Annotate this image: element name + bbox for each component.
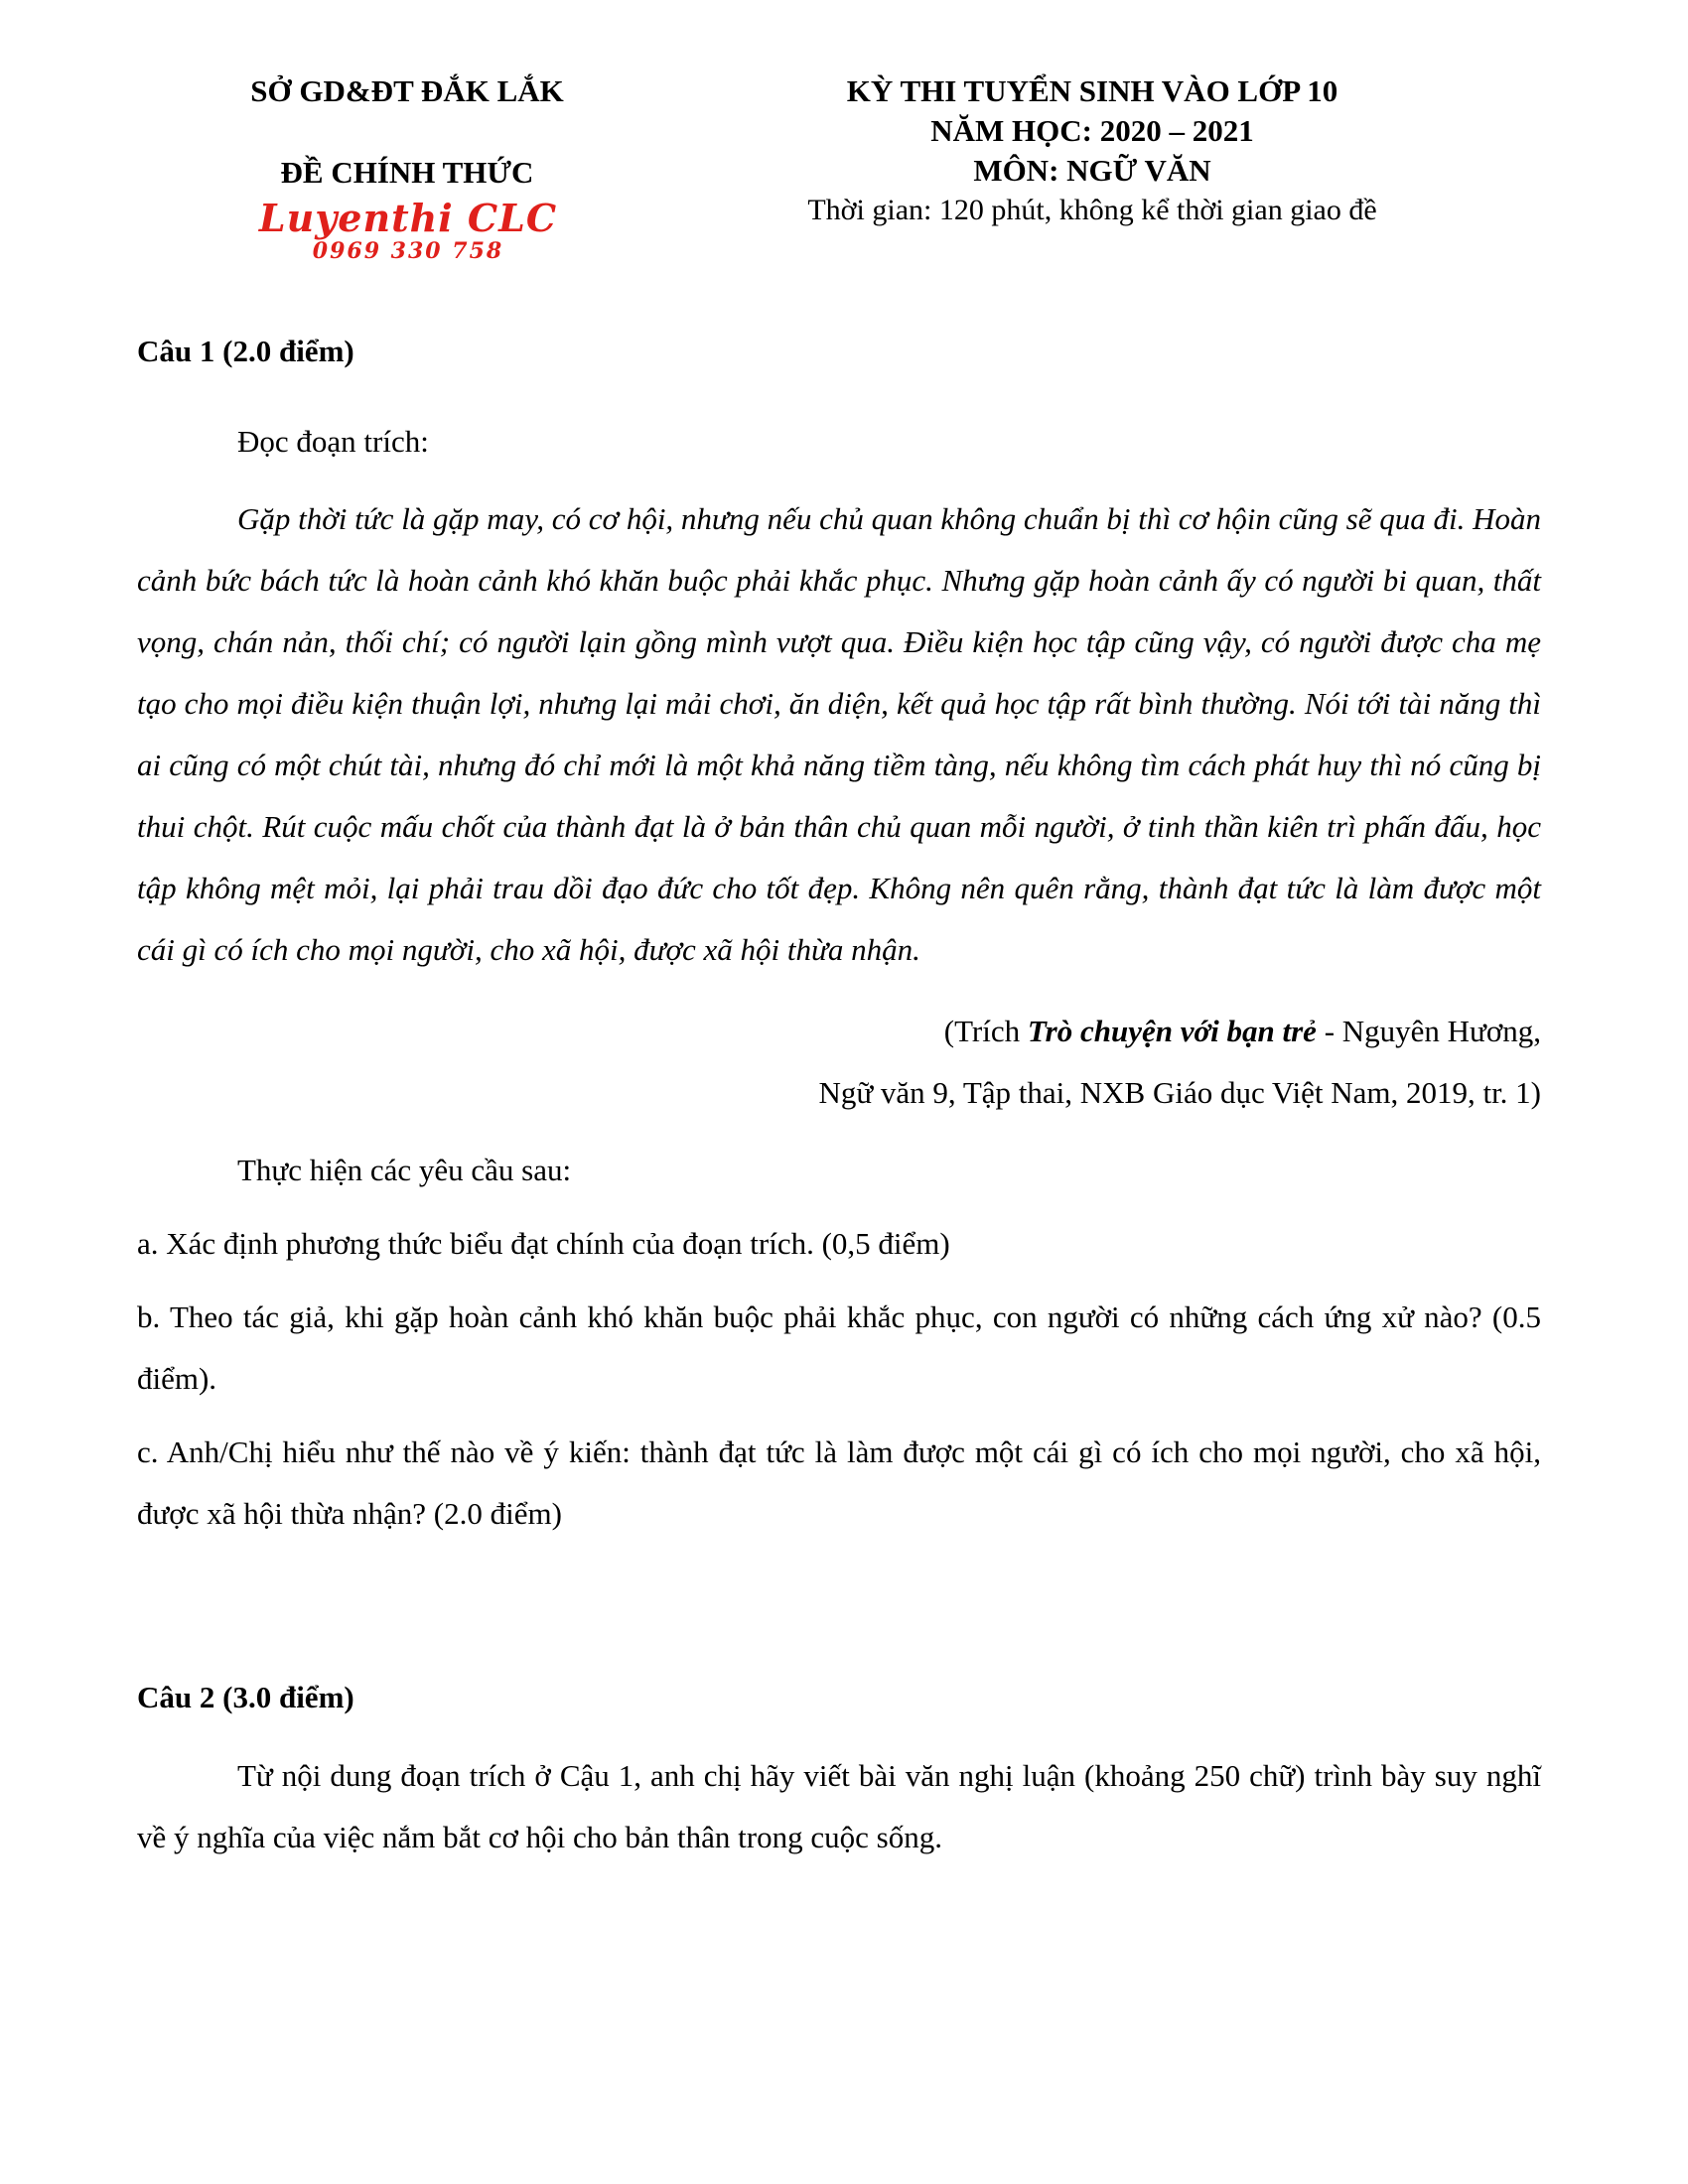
question-1-title: Câu 1 (2.0 điểm) (137, 334, 354, 368)
source-book-title: Trò chuyện với bạn trẻ (1027, 1014, 1317, 1048)
watermark-logo (254, 196, 562, 270)
logo-phone: 0969 330 758 (312, 238, 504, 264)
header-right (725, 71, 1460, 230)
excerpt-source (137, 1001, 1541, 1062)
department-name: SỞ GD&ĐT ĐẮK LẮK (250, 73, 564, 108)
question-1a: a. Xác định phương thức biểu đạt chính của đoạn trích. (0,5 điểm) (137, 1226, 950, 1261)
source-author: - Nguyên Hương, (1316, 1014, 1541, 1048)
header-left (169, 71, 645, 193)
excerpt-passage: Gặp thời tức là gặp may, có cơ hội, nhưng nếu chủ quan không chuẩn bị thì cơ hộin cũng sẽ qua đi. Hoàn cảnh bức bách tức là hoàn cảnh khó khăn buộc phải khắc phục. Nhưng gặp hoàn cảnh ấy có người bi quan, thất vọng, chán nản, thối chí; có người lạin gồng mình vượt qua. Điều kiện học tập cũng vậy, có người được cha mẹ tạo cho mọi điều kiện thuận lợi, nhưng lại mải chơi, ăn diện, kết quả học tập rất bình thường. Nói tới tài năng thì ai cũng có một chút tài, nhưng đó chỉ mới là một khả năng tiềm tàng, nếu không tìm cách phát huy thì nó cũng bị thui chột. Rút cuộc mấu chốt của thành đạt là ở bản thân chủ quan mỗi người, ở tinh thần kiên trì phấn đấu, học tập không mệt mỏi, lại phải trau dồi đạo đức cho tốt đẹp. Không nên quên rằng, thành đạt tức là làm được một cái gì có ích cho mọi người, cho xã hội, được xã hội thừa nhận. (137, 501, 1541, 967)
question-2-title: Câu 2 (3.0 điểm) (137, 1680, 354, 1714)
subject-name: MÔN: NGỮ VĂN (973, 153, 1211, 188)
question-1b: b. Theo tác giả, khi gặp hoàn cảnh khó khăn buộc phải khắc phục, con người có những cách ứng xử nào? (0.5 điểm). (137, 1299, 1541, 1396)
time-limit: Thời gian: 120 phút, không kể thời gian giao đề (807, 194, 1377, 226)
source-prefix: (Trích (943, 1014, 1028, 1048)
excerpt-source-line-2: Ngữ văn 9, Tập thai, NXB Giáo dục Việt Nam, 2019, tr. 1) (818, 1075, 1541, 1110)
logo-brand: Luyenthi CLC (258, 196, 558, 240)
official-exam-label: ĐỀ CHÍNH THỨC (280, 155, 534, 190)
school-year: NĂM HỌC: 2020 – 2021 (930, 113, 1254, 148)
reading-instruction: Đọc đoạn trích: (237, 424, 429, 459)
task-intro: Thực hiện các yêu cầu sau: (237, 1153, 572, 1187)
question-1c: c. Anh/Chị hiểu như thế nào về ý kiến: thành đạt tức là làm được một cái gì có ích cho mọi người, cho xã hội, được xã hội thừa nhận? (2.0 điểm) (137, 1434, 1541, 1531)
question-2-text: Từ nội dung đoạn trích ở Cậu 1, anh chị hãy viết bài văn nghị luận (khoảng 250 chữ) trình bày suy nghĩ về ý nghĩa của việc nắm bắt cơ hội cho bản thân trong cuộc sống. (137, 1758, 1541, 1854)
exam-body (137, 328, 1541, 1868)
exam-title: KỲ THI TUYỂN SINH VÀO LỚP 10 (846, 73, 1338, 108)
